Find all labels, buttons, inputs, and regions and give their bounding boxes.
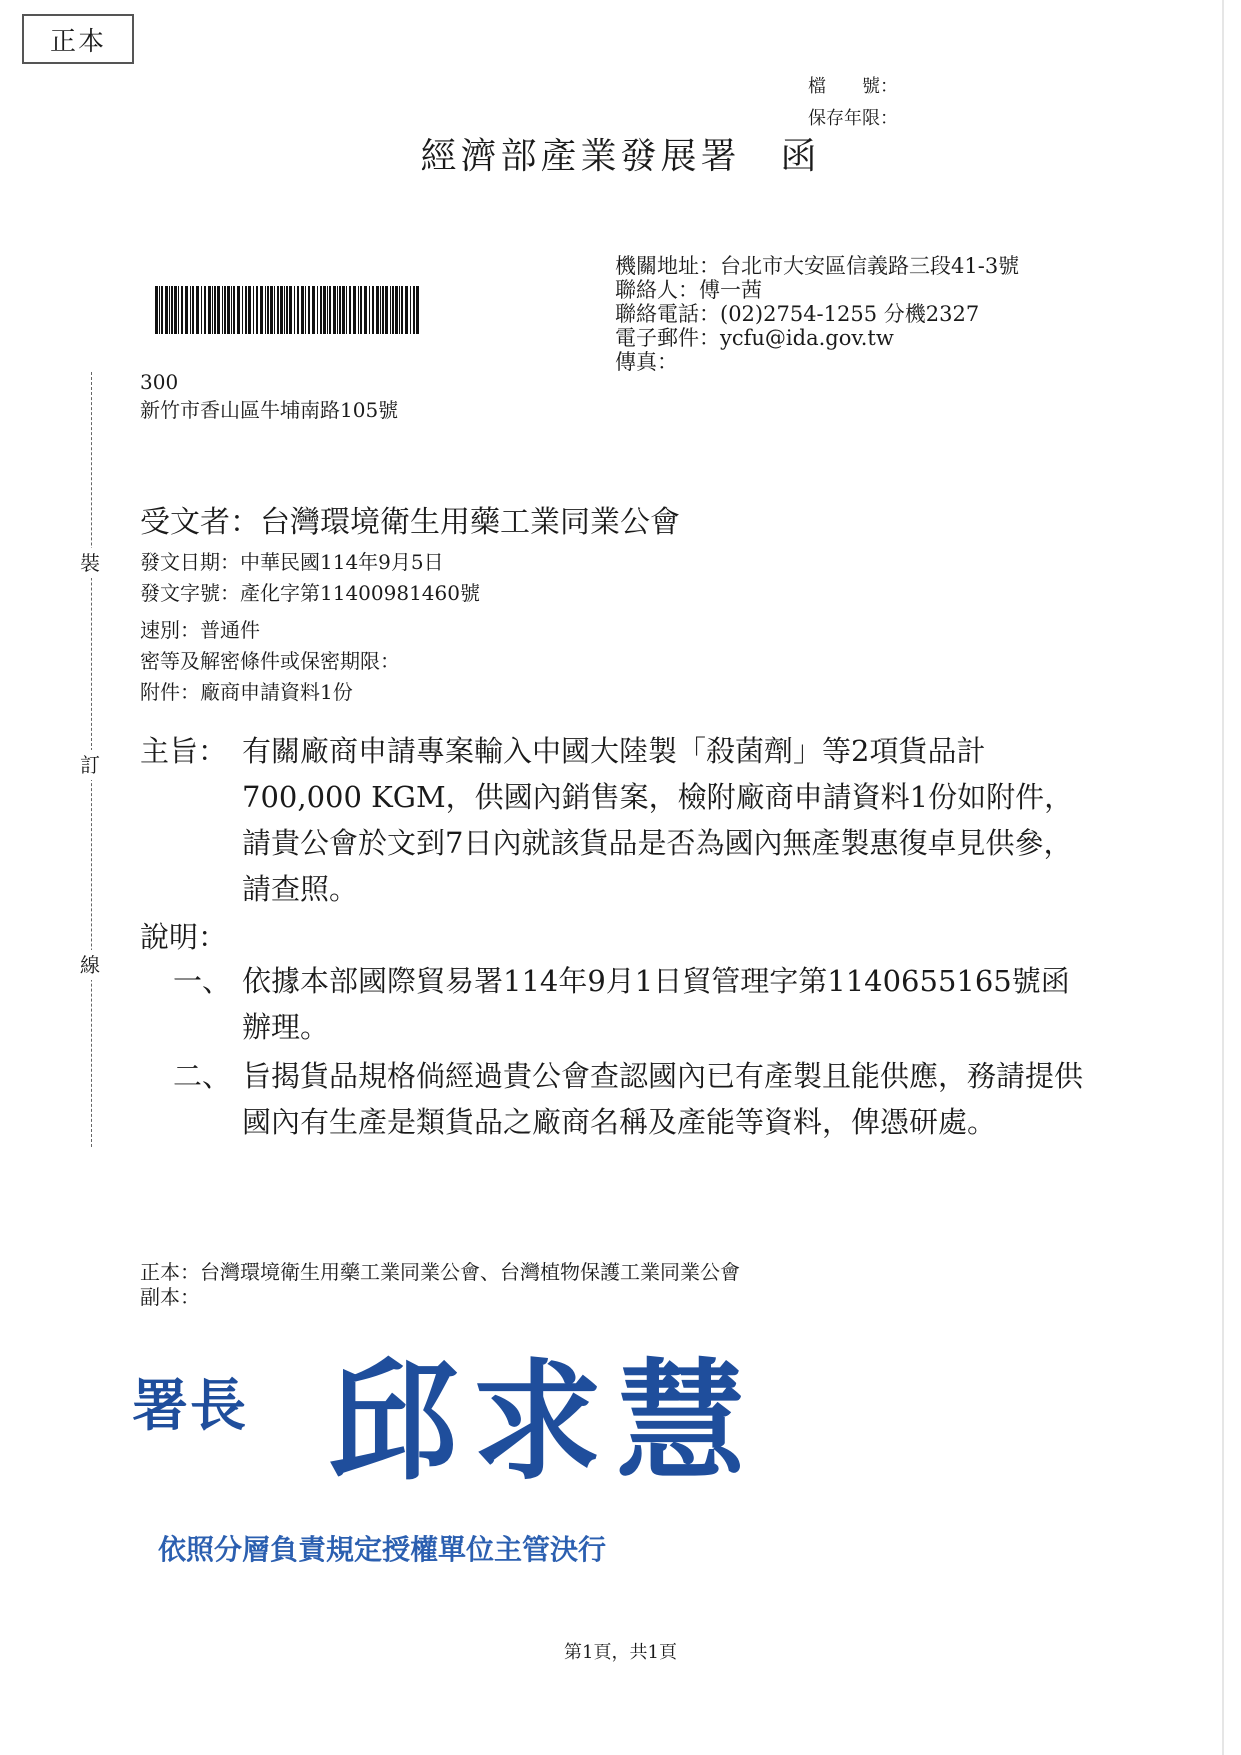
barcode-bar: [401, 286, 403, 334]
signature-name: 邱求慧: [328, 1345, 761, 1498]
barcode-bar: [385, 286, 388, 334]
barcode-bar: [178, 286, 179, 334]
barcode-bar: [265, 286, 266, 334]
barcode-bar: [171, 286, 173, 334]
authorization-note: 依照分層負責規定授權單位主管決行: [158, 1533, 607, 1566]
barcode-bar: [222, 286, 223, 334]
barcode-bar: [196, 286, 199, 334]
barcode-bar: [270, 286, 273, 334]
agency-address: 機關地址：台北市大安區信義路三段41-3號: [615, 254, 1020, 278]
barcode-bar: [174, 286, 177, 334]
barcode-bar: [312, 286, 315, 334]
contact-phone: 聯絡電話：(02)2754-1255 分機2327: [615, 302, 980, 326]
item-text: 旨揭貨品規格倘經過貴公會查認國內已有產製且能供應，務請提供國內有生產是類貨品之廠商名稱及產能等資料，俾憑研處。: [242, 1059, 1084, 1139]
agency-name: 經濟部產業發展署: [420, 136, 741, 177]
barcode-bar: [155, 286, 158, 334]
barcode-bar: [233, 286, 235, 334]
barcode-bar: [320, 286, 322, 334]
subject-text: 有關廠商申請專案輸入中國大陸製「殺菌劑」等2項貨品計700,000 KGM，供國內銷售案，檢附廠商申請資料1份如附件，請貴公會於文到7日內就該貨品是否為國內無產製惠復卓見供參，請查照。: [242, 734, 1074, 906]
street-address: 新竹市香山區牛埔南路105號: [140, 398, 399, 422]
barcode-bar: [395, 286, 398, 334]
barcode-bar: [342, 286, 345, 334]
copy-recipients: 副本：: [140, 1285, 200, 1309]
barcode-bar: [192, 286, 194, 334]
barcode-bar: [353, 286, 356, 334]
barcode-bar: [294, 286, 295, 334]
secrecy-level: 密等及解密條件或保密期限：: [140, 649, 400, 673]
barcode-bar: [360, 286, 362, 334]
barcode-bar: [410, 286, 411, 334]
attachment: 附件：廠商申請資料1份: [140, 680, 353, 704]
barcode-bar: [416, 286, 419, 334]
barcode-bar: [253, 286, 254, 334]
barcode-bar: [382, 286, 384, 334]
barcode-bar: [346, 286, 347, 334]
page-number: 第1頁，共1頁: [564, 1642, 677, 1663]
barcode-bar: [289, 286, 292, 334]
signature-title: 署長: [132, 1373, 248, 1439]
copy-type-stamp: 正本: [22, 14, 134, 64]
barcode-bar: [364, 286, 367, 334]
barcode-bar: [329, 286, 331, 334]
barcode-bar: [413, 286, 415, 334]
scan-edge: [1222, 0, 1224, 1755]
barcode-bar: [256, 286, 258, 334]
barcode-bar: [274, 286, 275, 334]
barcode-bar: [208, 286, 211, 334]
barcode-bar: [260, 286, 263, 334]
item-number: 二、: [173, 1059, 232, 1093]
explanation-item: [173, 958, 1093, 1050]
barcode-bar: [224, 286, 226, 334]
barcode-bar: [337, 286, 338, 334]
explanation-item: [173, 1053, 1093, 1145]
barcode-bar: [317, 286, 318, 334]
subject-label: 主旨：: [140, 734, 228, 768]
barcode-bar: [358, 286, 359, 334]
explanation-label: 說明：: [140, 920, 228, 954]
barcode-bar: [305, 286, 306, 334]
barcode-bar: [333, 286, 336, 334]
barcode-bar: [267, 286, 269, 334]
contact-block: [615, 254, 1019, 374]
barcode-bar: [399, 286, 400, 334]
contact-email: 電子郵件：ycfu@ida.gov.tw: [615, 326, 894, 350]
document-title: [0, 128, 1241, 179]
barcode-bar: [380, 286, 381, 334]
barcode-bar: [181, 286, 183, 334]
barcode-bar: [217, 286, 220, 334]
item-number: 一、: [173, 964, 232, 998]
barcode-bar: [161, 286, 163, 334]
barcode-bar: [214, 286, 216, 334]
barcode-bar: [339, 286, 341, 334]
barcode-bar: [327, 286, 328, 334]
postcode: 300: [140, 370, 179, 394]
barcode-bar: [376, 286, 379, 334]
barcode-bar: [165, 286, 168, 334]
barcode-bar: [169, 286, 170, 334]
file-number-label: 檔 號：: [808, 76, 898, 97]
barcode-bar: [349, 286, 351, 334]
barcode-bar: [392, 286, 394, 334]
barcode-bar: [286, 286, 288, 334]
contact-person: 聯絡人：傅一茜: [615, 278, 762, 302]
barcode-bar: [204, 286, 206, 334]
binding-mark-ding: 訂: [80, 750, 100, 780]
barcode-bar: [159, 286, 160, 334]
barcode-bar: [284, 286, 285, 334]
barcode-bar: [390, 286, 391, 334]
barcode-bar: [297, 286, 299, 334]
barcode-bar: [237, 286, 240, 334]
barcode-bar: [301, 286, 304, 334]
barcode-bar: [231, 286, 232, 334]
barcode-bar: [242, 286, 243, 334]
barcode-bar: [185, 286, 188, 334]
contact-fax: 傳真：: [615, 350, 678, 374]
recipient: 受文者：台灣環境衛生用藥工業同業公會: [140, 505, 680, 540]
binding-mark-zhuang: 裝: [80, 548, 100, 578]
barcode-bar: [308, 286, 310, 334]
item-text: 依據本部國際貿易署114年9月1日貿管理字第1140655165號函辦理。: [242, 964, 1070, 1044]
document-number: 發文字號：產化字第11400981460號: [140, 581, 480, 605]
subject-section: [140, 728, 1090, 912]
barcode-bar: [212, 286, 213, 334]
barcode-bar: [190, 286, 191, 334]
binding-mark-xian: 線: [80, 950, 100, 980]
barcode-bar: [405, 286, 408, 334]
original-recipients: 正本：台灣環境衛生用藥工業同業公會、台灣植物保護工業同業公會: [140, 1260, 740, 1284]
recipient-address: [140, 368, 398, 424]
barcode: [155, 286, 423, 334]
document-type: 函: [780, 136, 821, 177]
issue-date: 發文日期：中華民國114年9月5日: [140, 550, 444, 574]
delivery-speed: 速別：普通件: [140, 618, 260, 642]
barcode-bar: [245, 286, 247, 334]
barcode-bar: [227, 286, 230, 334]
barcode-bar: [280, 286, 283, 334]
barcode-bar: [277, 286, 279, 334]
barcode-bar: [369, 286, 370, 334]
barcode-bar: [323, 286, 326, 334]
barcode-bar: [248, 286, 251, 334]
retention-label: 保存年限：: [808, 108, 898, 129]
barcode-bar: [201, 286, 202, 334]
barcode-bar: [372, 286, 374, 334]
